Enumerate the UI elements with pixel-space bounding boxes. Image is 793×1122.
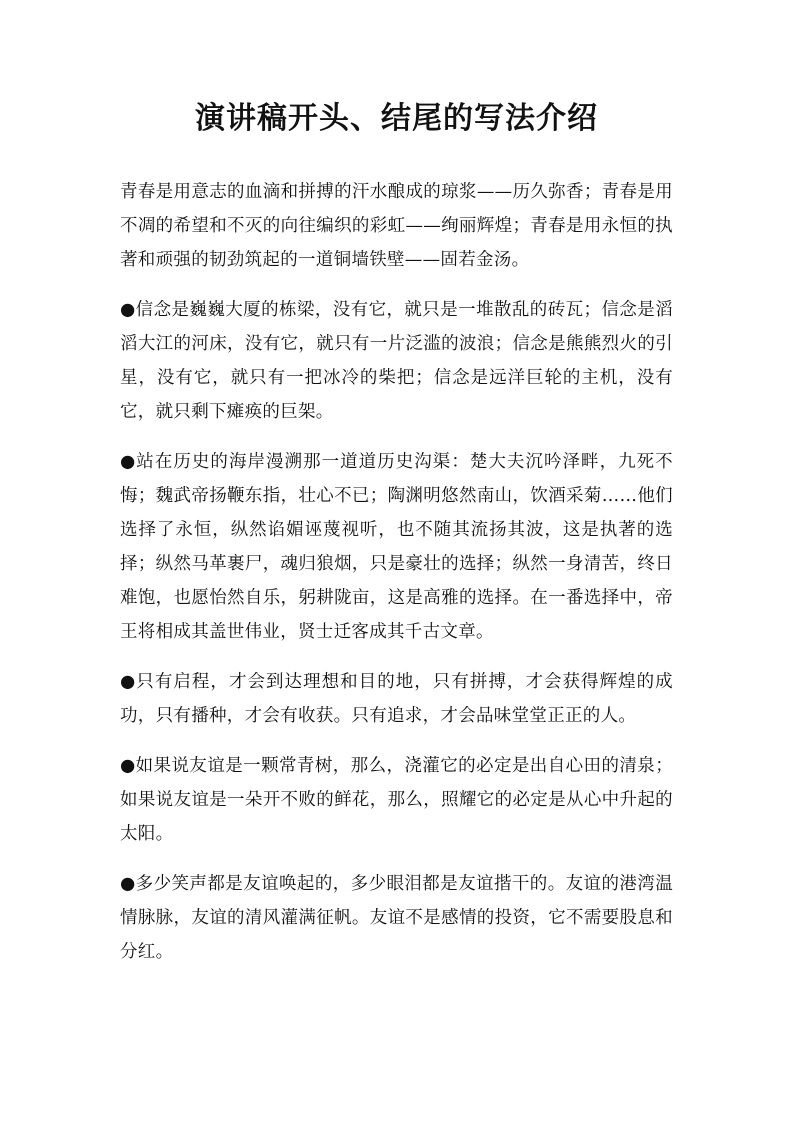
paragraph-striving: ●只有启程，才会到达理想和目的地，只有拼搏，才会获得辉煌的成功，只有播种，才会有收获。只有追求，才会品味堂堂正正的人。: [120, 672, 673, 726]
paragraph-youth: 青春是用意志的血滴和拼搏的汗水酿成的琼浆——历久弥香；青春是用不凋的希望和不灭的向往编织的彩虹——绚丽辉煌；青春是用永恒的执著和顽强的韧劲筑起的一道铜墙铁壁——固若金汤。: [120, 182, 673, 270]
paragraph-history: ●站在历史的海岸漫溯那一道道历史沟渠：楚大夫沉吟泽畔，九死不悔；魏武帝扬鞭东指，壮心不已；陶渊明悠然南山，饮酒采菊……他们选择了永恒，纵然谄媚诬蔑视听，也不随其流扬其波，这是执著的选择；纵然马革裹尸，魂归狼烟，只是豪壮的选择；纵然一身清苦，终日难饱，也愿怡然自乐，躬耕陇亩，这是高雅的选择。在一番选择中，帝王将相成其盖世伟业，贤士迁客成其千古文章。: [120, 452, 673, 642]
paragraph-belief: ●信念是巍巍大厦的栋梁，没有它，就只是一堆散乱的砖瓦；信念是滔滔大江的河床，没有它，就只有一片泛滥的波浪；信念是熊熊烈火的引星，没有它，就只有一把冰冷的柴把；信念是远洋巨轮的主机，没有它，就只剩下瘫痪的巨架。: [120, 300, 673, 422]
paragraph-friendship-harbor: ●多少笑声都是友谊唤起的，多少眼泪都是友谊揩干的。友谊的港湾温情脉脉，友谊的清风灌满征帆。友谊不是感情的投资，它不需要股息和分红。: [120, 874, 673, 962]
paragraph-friendship-tree: ●如果说友谊是一颗常青树，那么，浇灌它的必定是出自心田的清泉；如果说友谊是一朵开不败的鲜花，那么，照耀它的必定是从心中升起的太阳。: [120, 756, 673, 844]
document-title: 演讲稿开头、结尾的写法介绍: [195, 101, 598, 136]
